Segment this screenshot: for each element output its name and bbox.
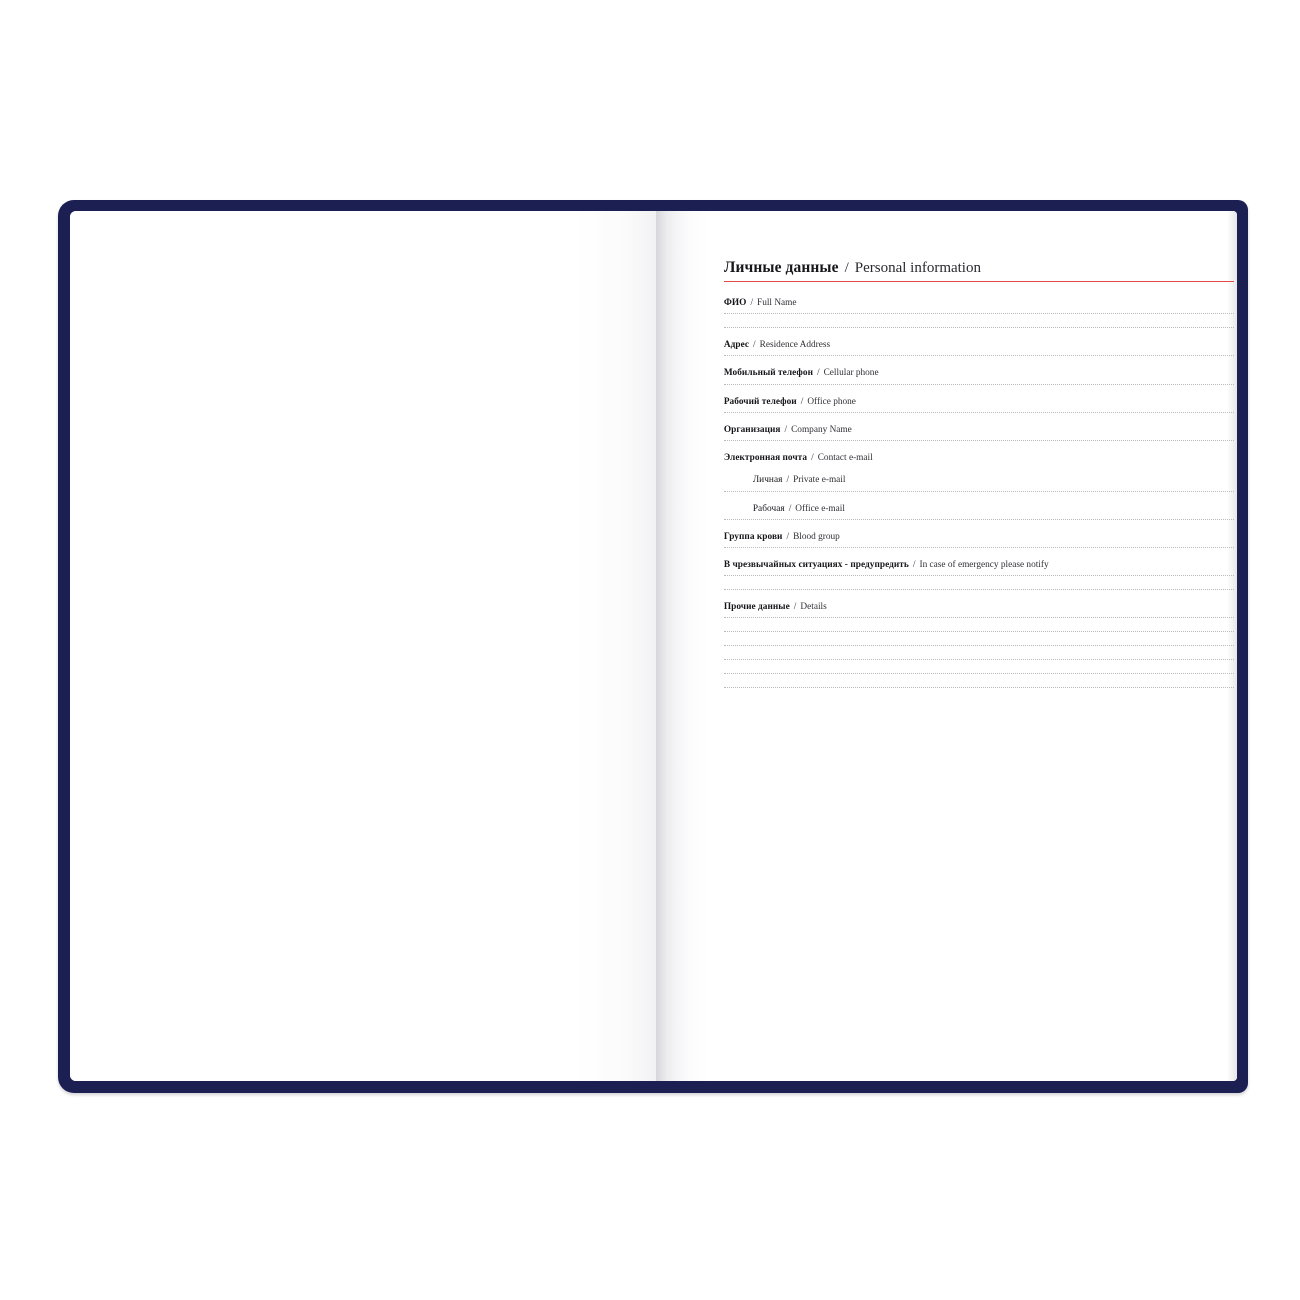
- form-field: [724, 340, 1234, 356]
- field-label-separator: /: [912, 559, 916, 570]
- write-line[interactable]: [724, 547, 1234, 548]
- field-label-ru: Организация: [723, 424, 781, 435]
- field-label: [724, 560, 1234, 570]
- form-fields-list: [724, 298, 1234, 688]
- write-line[interactable]: [724, 673, 1234, 674]
- form-field: [724, 397, 1234, 413]
- field-label: [724, 397, 1234, 407]
- write-line[interactable]: [724, 440, 1234, 441]
- field-label-ru: Мобильный телефон: [723, 368, 813, 379]
- field-label-ru: Адрес: [723, 340, 750, 351]
- field-label-en: Residence Address: [759, 340, 831, 351]
- write-line[interactable]: [724, 659, 1234, 660]
- notebook-cover: [58, 200, 1248, 1093]
- field-label: [753, 504, 1234, 514]
- field-label-separator: /: [750, 298, 754, 308]
- field-label-separator: /: [793, 602, 797, 613]
- field-label-separator: /: [784, 424, 788, 435]
- write-line[interactable]: [724, 491, 1234, 492]
- form-field: [724, 504, 1234, 520]
- field-label-en: In case of emergency please notify: [919, 559, 1049, 570]
- field-label: [724, 532, 1234, 542]
- field-label-en: Full Name: [757, 298, 797, 308]
- field-label-ru: Электронная почта: [723, 453, 808, 464]
- write-line[interactable]: [724, 313, 1234, 314]
- field-label-en: Office phone: [807, 396, 856, 407]
- write-line[interactable]: [724, 412, 1234, 413]
- write-line[interactable]: [724, 645, 1234, 646]
- form-title: [724, 259, 1234, 282]
- field-label: [724, 453, 1234, 463]
- field-label: [724, 602, 1234, 612]
- field-label: [724, 298, 1234, 308]
- field-label-ru: Группа крови: [723, 531, 783, 542]
- write-line[interactable]: [724, 355, 1234, 356]
- write-line[interactable]: [724, 384, 1234, 385]
- field-label-ru: Рабочий телефои: [723, 396, 797, 407]
- form-title-ru: Личные данные: [723, 259, 839, 276]
- right-form-page: [656, 211, 1237, 1081]
- field-label-ru: Прочие данные: [723, 602, 790, 613]
- field-label-separator: /: [753, 340, 756, 351]
- write-line[interactable]: [724, 687, 1234, 688]
- form-title-separator: /: [844, 260, 849, 276]
- field-label-ru: Личная: [752, 475, 783, 486]
- field-label-en: Company Name: [791, 424, 852, 435]
- write-line[interactable]: [724, 327, 1234, 328]
- field-label-ru: Рабочая: [752, 503, 785, 514]
- form-field: [724, 602, 1234, 688]
- field-label-ru: ФИО: [723, 298, 747, 308]
- write-line[interactable]: [724, 575, 1234, 576]
- field-label-en: Private e-mail: [793, 475, 846, 486]
- field-label-separator: /: [817, 368, 820, 379]
- field-label-en: Details: [800, 602, 827, 613]
- form-field: [724, 475, 1234, 491]
- form-field: [724, 453, 1234, 463]
- form-field: [724, 560, 1234, 590]
- field-label-separator: /: [811, 453, 814, 464]
- write-line[interactable]: [724, 519, 1234, 520]
- field-label-separator: /: [800, 396, 804, 407]
- write-line[interactable]: [724, 617, 1234, 618]
- field-label: [753, 475, 1234, 485]
- field-label: [724, 368, 1234, 378]
- field-label: [724, 425, 1234, 435]
- form-field: [724, 532, 1234, 548]
- notebook-pages: [70, 211, 1237, 1081]
- left-blank-page: [70, 211, 656, 1081]
- write-line[interactable]: [724, 589, 1234, 590]
- field-label-en: Office e-mail: [795, 503, 845, 514]
- form-field: [724, 298, 1234, 328]
- form-title-en: Personal information: [854, 260, 981, 276]
- field-label: [724, 340, 1234, 350]
- field-label-en: Contact e-mail: [817, 453, 873, 464]
- form-field: [724, 368, 1234, 384]
- field-label-separator: /: [786, 475, 790, 486]
- form-field: [724, 425, 1234, 441]
- field-label-en: Blood group: [793, 531, 840, 542]
- field-label-separator: /: [788, 503, 792, 514]
- write-line[interactable]: [724, 631, 1234, 632]
- field-label-en: Cellular phone: [823, 368, 879, 379]
- personal-information-form: [724, 259, 1234, 688]
- field-label-ru: В чрезвычайных ситуациях - предупредить: [723, 559, 909, 570]
- field-label-separator: /: [786, 531, 790, 542]
